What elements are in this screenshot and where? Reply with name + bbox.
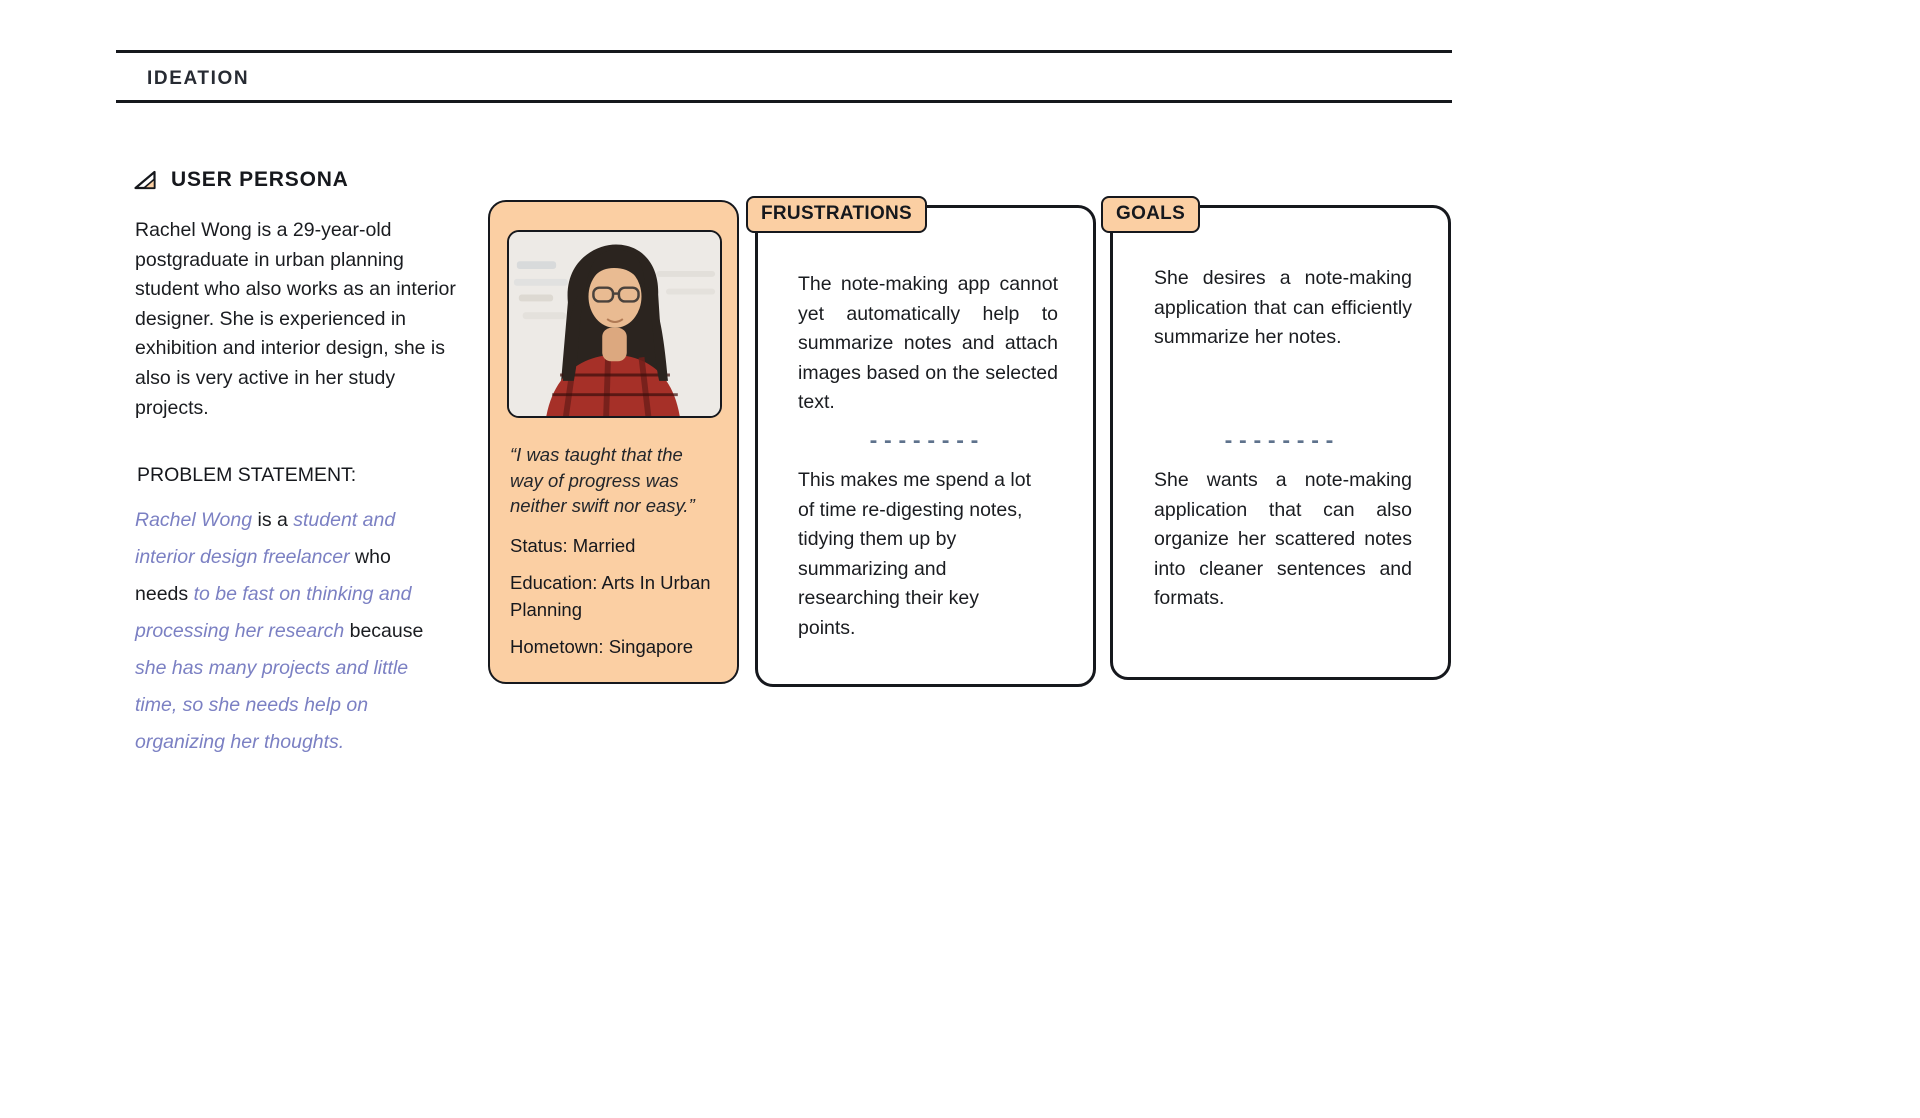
problem-statement-segment: student and interior design freelancer	[135, 509, 396, 568]
problem-statement-text	[135, 502, 445, 761]
problem-statement-segment: to be fast on thinking and processing her research	[135, 583, 412, 642]
problem-statement-segment: who needs	[135, 546, 391, 605]
problem-statement-segment: she has many projects and little time, so she needs help on organizing her thoughts.	[135, 657, 409, 753]
problem-statement-segment: because	[344, 620, 424, 642]
triangle-icon	[133, 169, 157, 191]
section-title: IDEATION	[147, 68, 250, 89]
hometown-line: Hometown: Singapore	[510, 636, 694, 657]
problem-statement-label: PROBLEM STATEMENT:	[137, 464, 357, 486]
goals-tab: GOALS	[1101, 196, 1200, 233]
frustrations-card	[755, 205, 1096, 687]
frustrations-top-text: The note-making app cannot yet automatically help to summarize notes and attach images based on the selected text.	[798, 273, 1058, 414]
header-rule-bottom	[116, 100, 1452, 103]
persona-quote: “I was taught that the way of progress was neither swift nor easy.”	[510, 444, 695, 516]
persona-details	[510, 532, 726, 660]
dashed-divider: --------	[867, 430, 984, 452]
persona-card	[488, 200, 739, 684]
goals-top-text: She desires a note-making application that can efficiently summarize her notes.	[1154, 267, 1412, 349]
education-line: Education: Arts In Urban Planning	[510, 572, 711, 620]
frustrations-bottom-text: This makes me spend a lot of time re-digesting notes, tidying them up by summarizing and researching their key points.	[798, 469, 1032, 639]
persona-description: Rachel Wong is a 29-year-old postgraduate in urban planning student who also works as an interior designer. She is experienced in exhibition and interior design, she is also is very active in her study projects.	[135, 219, 456, 419]
frustrations-tab: FRUSTRATIONS	[746, 196, 927, 233]
goals-bottom-text: She wants a note-making application that can also organize her scattered notes into cleaner sentences and formats.	[1154, 469, 1412, 610]
status-line: Status: Married	[510, 535, 636, 556]
user-persona-header	[133, 168, 349, 192]
problem-statement-segment: is a	[252, 509, 294, 531]
persona-photo	[507, 230, 722, 418]
dashed-divider: --------	[1222, 430, 1339, 452]
user-persona-title: USER PERSONA	[171, 168, 349, 191]
header-rule-top	[116, 50, 1452, 53]
goals-card	[1110, 205, 1451, 680]
problem-statement-segment: Rachel Wong	[135, 509, 253, 531]
